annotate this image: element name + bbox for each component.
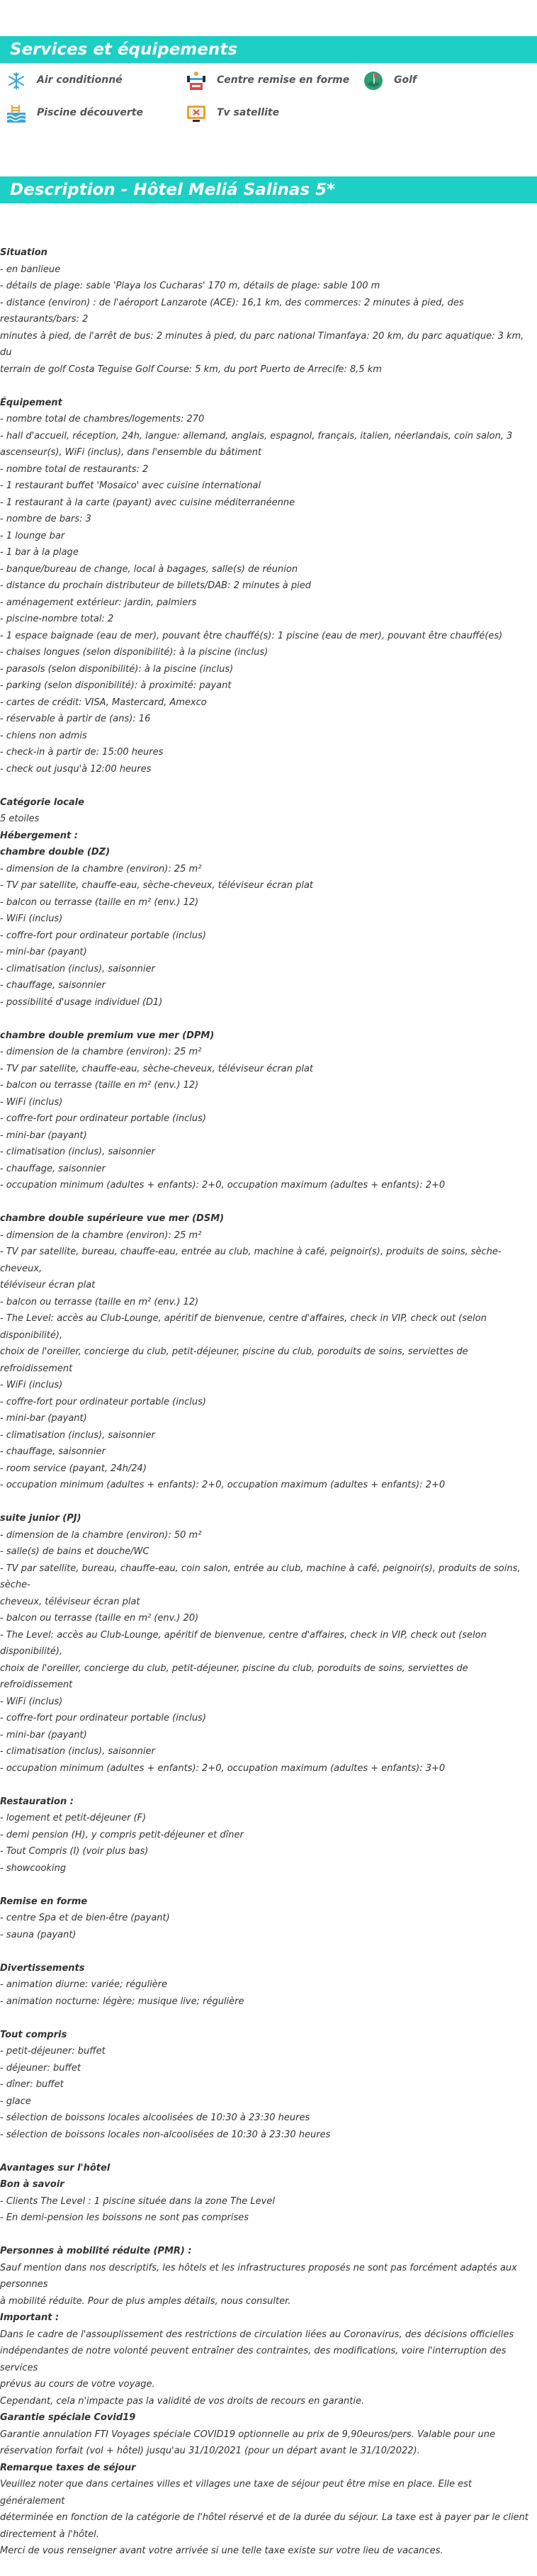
description-line: Sauf mention dans nos descriptifs, les hôtels et les infrastructures proposés ne sont pas forcément adaptés aux personnes	[0, 2262, 517, 2290]
description-content	[0, 203, 537, 2560]
description-line: - WiFi (inclus)	[0, 1696, 63, 1707]
description-line: - détails de plage: sable 'Playa los Cucharas' 170 m, détails de plage: sable 100 m	[0, 281, 380, 291]
description-line: Cependant, cela n'impacte pas la validité de vos droits de recours en garantie.	[0, 2395, 365, 2407]
service-outdoor-pool	[6, 103, 143, 124]
description-line: téléviseur écran plat	[0, 1280, 96, 1290]
description-section-title: Description - Hôtel Meliá Salinas 5*	[0, 176, 537, 203]
description-line: déterminée en fonction de la catégorie de l'hôtel réservé et de la durée du séjour. La taxe est à payer par le client	[0, 2512, 528, 2523]
service-label: Golf	[394, 74, 417, 86]
description-line: - TV par satellite, bureau, chauffe-eau, entrée au club, machine à café, peignoir(s), produits de soins, sèche-cheveux,	[0, 1247, 502, 1274]
description-line: - centre Spa et de bien-être (payant)	[0, 1913, 170, 1923]
description-line: - climatisation (inclus), saisonnier	[0, 1746, 155, 1757]
service-golf	[363, 70, 417, 91]
description-line: - 1 lounge bar	[0, 530, 65, 541]
description-line: directement à l'hôtel.	[0, 2529, 99, 2540]
description-line: - The Level: accès au Club-Lounge, apéritif de bienvenue, centre d'affaires, check in VIP, check out (selon disponibilité),	[0, 1313, 487, 1341]
description-line: - climatisation (inclus), saisonnier	[0, 1429, 155, 1441]
description-line: à mobilité réduite. Pour de plus amples détails, nous consulter.	[0, 2295, 291, 2307]
description-heading: Garantie spéciale Covid19	[0, 2412, 136, 2423]
description-line: - logement et petit-déjeuner (F)	[0, 1813, 147, 1823]
service-fitness	[186, 70, 349, 91]
service-label: Centre remise en forme	[217, 74, 350, 86]
description-heading: chambre double premium vue mer (DPM)	[0, 1030, 215, 1041]
description-line: - En demi-pension les boissons ne sont pas comprises	[0, 2212, 249, 2223]
description-line: Garantie annulation FTI Voyages spéciale COVID19 optionnelle au prix de 9,90euros/pers. Valable pour une	[0, 2429, 495, 2440]
description-heading: Équipement	[0, 397, 62, 408]
description-line: - 1 espace baignade (eau de mer), pouvant être chauffé(s): 1 piscine (eau de mer), pouvant être chauffé(es)	[0, 630, 503, 641]
description-line: - coffre-fort pour ordinateur portable (inclus)	[0, 1396, 206, 1407]
description-line: - parasols (selon disponibilité): à la piscine (inclus)	[0, 663, 234, 675]
fitness-icon	[186, 70, 207, 91]
description-line: - balcon ou terrasse (taille en m² (env.) 12)	[0, 1296, 199, 1307]
description-line: - check out jusqu'à 12:00 heures	[0, 763, 152, 775]
description-line: - nombre total de chambres/logements: 270	[0, 414, 205, 424]
services-grid	[0, 63, 537, 148]
description-line: - WiFi (inclus)	[0, 1380, 63, 1390]
description-line: - mini-bar (payant)	[0, 1130, 87, 1141]
description-line: - occupation minimum (adultes + enfants): 2+0, occupation maximum (adultes + enfants): 2+0	[0, 1180, 446, 1191]
service-label: Piscine découverte	[37, 107, 143, 119]
description-block	[0, 2243, 537, 2560]
description-line: - dimension de la chambre (environ): 25 m²	[0, 863, 202, 874]
description-heading: Divertissements	[0, 1962, 85, 1974]
description-heading: Tout compris	[0, 2029, 67, 2040]
description-line: - coffre-fort pour ordinateur portable (inclus)	[0, 1713, 206, 1723]
description-line: - coffre-fort pour ordinateur portable (inclus)	[0, 1113, 206, 1124]
description-block	[0, 1894, 537, 1944]
description-line: - 1 restaurant buffet 'Mosaico' avec cuisine international	[0, 480, 261, 491]
description-line: - climatisation (inclus), saisonnier	[0, 1147, 155, 1157]
description-block	[0, 2027, 537, 2144]
description-heading: chambre double (DZ)	[0, 847, 111, 857]
description-line: - sélection de boissons locales non-alcoolisées de 10:30 à 23:30 heures	[0, 2129, 331, 2140]
description-line: indépendantes de notre volonté peuvent entraîner des contraintes, des modifications, voire l'interruption des services	[0, 2346, 507, 2373]
description-line: - coffre-fort pour ordinateur portable (inclus)	[0, 930, 206, 941]
description-line: - climatisation (inclus), saisonnier	[0, 963, 155, 974]
description-line: - balcon ou terrasse (taille en m² (env.) 20)	[0, 1613, 199, 1624]
description-line: - petit-déjeuner: buffet	[0, 2046, 106, 2057]
description-block	[0, 244, 537, 378]
description-block	[0, 1210, 537, 1494]
description-line: - TV par satellite, chauffe-eau, sèche-cheveux, téléviseur écran plat	[0, 880, 314, 891]
description-line: - chiens non admis	[0, 730, 87, 741]
description-line: - 1 bar à la plage	[0, 547, 79, 558]
description-line: cheveux, téléviseur écran plat	[0, 1596, 140, 1607]
description-line: Veuillez noter que dans certaines villes et villages une taxe de séjour peut être mise en place. Elle est généralement	[0, 2479, 472, 2507]
description-line: - TV par satellite, chauffe-eau, sèche-cheveux, téléviseur écran plat	[0, 1063, 314, 1074]
description-line: - distance (environ) : de l'aéroport Lanzarote (ACE): 16,1 km, des commerces: 2 minutes à pied, des restaurants/bars: 2	[0, 297, 464, 325]
pool-icon	[6, 103, 27, 124]
description-line: 5 etoiles	[0, 814, 40, 824]
description-line: - The Level: accès au Club-Lounge, apéritif de bienvenue, centre d'affaires, check in VIP, check out (selon disponibilité),	[0, 1629, 487, 1657]
description-line: - déjeuner: buffet	[0, 2062, 81, 2074]
description-line: minutes à pied, de l'arrêt de bus: 2 minutes à pied, du parc national Timanfaya: 20 km, du parc aquatique: 3 km, du	[0, 330, 524, 358]
description-block	[0, 395, 537, 778]
description-line: - possibilité d'usage individuel (D1)	[0, 996, 163, 1008]
description-line: - chauffage, saisonnier	[0, 1163, 106, 1174]
description-line: - WiFi (inclus)	[0, 1096, 63, 1108]
description-line: - mini-bar (payant)	[0, 1413, 87, 1424]
description-line: - nombre total de restaurants: 2	[0, 463, 149, 475]
description-line: - occupation minimum (adultes + enfants): 2+0, occupation maximum (adultes + enfants): 3+0	[0, 1762, 446, 1774]
service-air-conditioning	[6, 70, 123, 91]
description-line: - animation diurne: variée; régulière	[0, 1979, 168, 1990]
golf-icon	[363, 70, 384, 91]
description-line: - mini-bar (payant)	[0, 947, 87, 957]
description-line: - dimension de la chambre (environ): 25 m²	[0, 1047, 202, 1057]
description-line: - occupation minimum (adultes + enfants): 2+0, occupation maximum (adultes + enfants): 2+0	[0, 1480, 446, 1490]
description-line: - distance du prochain distributeur de billets/DAB: 2 minutes à pied	[0, 580, 311, 591]
description-line: - nombre de bars: 3	[0, 514, 91, 524]
description-block	[0, 2160, 537, 2227]
description-line: - TV par satellite, bureau, chauffe-eau, coin salon, entrée au club, machine à café, peignoir(s), produits de soins, sèche-	[0, 1563, 521, 1590]
description-line: choix de l'oreiller, concierge du club, petit-déjeuner, piscine du club, poroduits de soins, serviettes de refroidissement	[0, 1346, 468, 1374]
description-line: - sélection de boissons locales alcoolisées de 10:30 à 23:30 heures	[0, 2113, 310, 2123]
description-block	[0, 794, 537, 1011]
description-heading: Important :	[0, 2312, 60, 2323]
description-line: - showcooking	[0, 1862, 67, 1874]
service-label: Tv satellite	[217, 107, 280, 119]
description-line: - WiFi (inclus)	[0, 913, 63, 924]
description-line: - glace	[0, 2096, 31, 2107]
description-line: - Clients The Level : 1 piscine située dans la zone The Level	[0, 2195, 275, 2207]
description-line: réservation forfait (vol + hôtel) jusqu'au 31/10/2021 (pour un départ avant le 31/10/2022).	[0, 2446, 420, 2456]
description-block	[0, 1960, 537, 2010]
description-line: - cartes de crédit: VISA, Mastercard, Amexco	[0, 697, 207, 708]
description-line: - check-in à partir de: 15:00 heures	[0, 747, 164, 758]
description-heading: suite junior (PJ)	[0, 1513, 81, 1524]
description-heading: Personnes à mobilité réduite (PMR) :	[0, 2246, 192, 2256]
description-line: - room service (payant, 24h/24)	[0, 1463, 147, 1474]
description-heading: Bon à savoir	[0, 2179, 64, 2190]
description-heading: Situation	[0, 247, 47, 258]
description-line: - balcon ou terrasse (taille en m² (env.) 12)	[0, 896, 199, 908]
description-heading: chambre double supérieure vue mer (DSM)	[0, 1213, 225, 1224]
description-block	[0, 1510, 537, 1777]
description-line: - aménagement extérieur: jardin, palmiers	[0, 597, 197, 608]
description-line: - 1 restaurant à la carte (payant) avec cuisine méditerranéenne	[0, 497, 295, 508]
description-line: - mini-bar (payant)	[0, 1729, 87, 1740]
description-line: - Tout Compris (I) (voir plus bas)	[0, 1846, 149, 1857]
description-line: - chauffage, saisonnier	[0, 1446, 106, 1457]
description-line: - piscine-nombre total: 2	[0, 614, 114, 624]
description-line: Merci de vous renseigner avant votre arrivée si une telle taxe existe sur votre lieu de vacances.	[0, 2546, 443, 2556]
description-line: - parking (selon disponibilité): à proximité: payant	[0, 680, 232, 691]
description-line: - en banlieue	[0, 264, 61, 275]
description-line: - chaises longues (selon disponibilité): à la piscine (inclus)	[0, 647, 268, 658]
description-block	[0, 1028, 537, 1194]
description-heading: Remarque taxes de séjour	[0, 2462, 136, 2473]
services-section-title: Services et équipements	[0, 36, 537, 63]
description-block	[0, 1794, 537, 1877]
description-line: choix de l'oreiller, concierge du club, petit-déjeuner, piscine du club, poroduits de soins, serviettes de refroidissement	[0, 1663, 468, 1690]
description-line: - réservable à partir de (ans): 16	[0, 714, 151, 724]
description-line: - chauffage, saisonnier	[0, 980, 106, 991]
description-line: ascenseur(s), WiFi (inclus), dans l'ensemble du bâtiment	[0, 447, 262, 458]
description-heading: Catégorie locale	[0, 797, 84, 808]
description-line: terrain de golf Costa Teguise Golf Course: 5 km, du port Puerto de Arrecife: 8,5 km	[0, 364, 382, 375]
description-line: - demi pension (H), y compris petit-déjeuner et dîner	[0, 1829, 244, 1840]
description-heading: Restauration :	[0, 1796, 74, 1807]
description-line: - dimension de la chambre (environ): 25 m²	[0, 1230, 202, 1241]
description-line: - dimension de la chambre (environ): 50 m²	[0, 1529, 202, 1541]
description-line: - sauna (payant)	[0, 1929, 77, 1940]
tv-icon	[186, 103, 207, 124]
description-line: - salle(s) de bains et douche/WC	[0, 1546, 149, 1557]
description-heading: Remise en forme	[0, 1896, 88, 1907]
description-line: prévus au cours de votre voyage.	[0, 2379, 155, 2390]
service-satellite-tv	[186, 103, 279, 124]
description-line: - hall d'accueil, réception, 24h, langue: allemand, anglais, espagnol, français, italien, néerlandais, coin salon, 3	[0, 430, 513, 441]
description-line: Dans le cadre de l'assouplissement des restrictions de circulation liées au Coronavirus, des décisions officielles	[0, 2329, 514, 2340]
service-label: Air conditionné	[37, 74, 123, 86]
description-heading: Avantages sur l'hôtel	[0, 2162, 111, 2173]
description-line: - balcon ou terrasse (taille en m² (env.) 12)	[0, 1080, 199, 1091]
description-line: - banque/bureau de change, local à bagages, salle(s) de réunion	[0, 563, 298, 575]
description-line: - animation nocturne: légère; musique live; régulière	[0, 1996, 244, 2007]
air-conditioner-icon	[6, 70, 27, 91]
description-line: - dîner: buffet	[0, 2079, 64, 2090]
description-heading: Hébergement :	[0, 830, 78, 841]
